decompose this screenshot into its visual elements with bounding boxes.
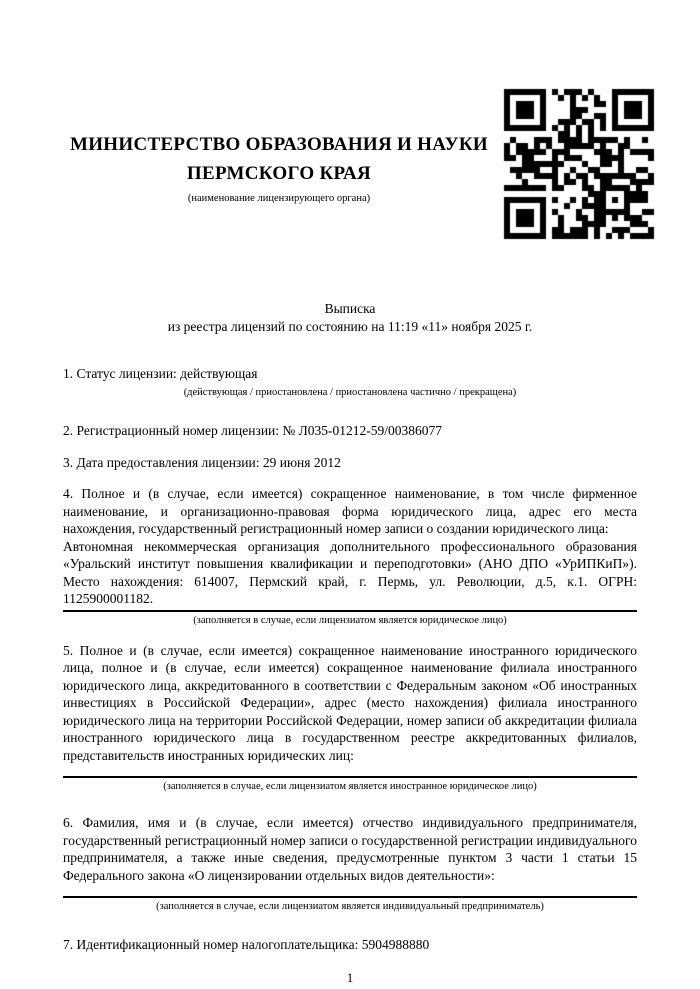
individual-entrepreneur-value (63, 884, 637, 894)
grant-date-line: 3. Дата предоставления лицензии: 29 июня 2012 (63, 455, 341, 470)
registration-number-section (63, 422, 637, 440)
individual-entrepreneur-caption: (заполняется в случае, если лицензиатом является индивидуальный предприниматель) (156, 901, 544, 912)
ministry-name-line2: ПЕРМСКОГО КРАЯ (186, 163, 372, 184)
licensing-authority-block (63, 130, 495, 204)
legal-entity-intro: 4. Полное и (в случае, если имеется) сокращенное наименование, в том числе фирменное наименование, и организационно-правовая форма юридического лица, адрес его места нахождения, государственный регистрационный номер записи о создании юридического лица: (63, 486, 637, 536)
foreign-entity-value (63, 764, 637, 774)
document-title (0, 300, 700, 336)
licensing-authority-caption: (наименование лицензирующего органа) (187, 193, 371, 204)
qr-code-image (501, 86, 657, 242)
ministry-name-line1: МИНИСТЕРСТВО ОБРАЗОВАНИЯ И НАУКИ (69, 134, 489, 155)
legal-entity-value: Автономная некоммерческая организация дополнительного профессионального образования «Уральский институт повышения квалификации и переподготовки» (АНО ДПО «УрИПКиП»). Место нахождения: 614007, Пермский край, г. Пермь, ул. Революции, д.5, к.1. ОГРН: 1125900001182. (63, 538, 637, 606)
individual-entrepreneur-section (63, 814, 637, 914)
taxpayer-id-line: 7. Идентификационный номер налогоплательщика: 5904988880 (63, 937, 430, 952)
legal-entity-section (63, 485, 637, 628)
foreign-entity-section (63, 642, 637, 795)
legal-entity-caption: (заполняется в случае, если лицензиатом является юридическое лицо) (193, 614, 507, 626)
license-status-section (63, 365, 637, 400)
license-status-options-caption: (действующая / приостановлена / приостановлена частично / прекращена) (183, 387, 517, 398)
document-header (0, 0, 700, 250)
document-title-line2: из реестра лицензий по состоянию на 11:19 «11» ноября 2025 г. (167, 319, 533, 334)
foreign-entity-caption: (заполняется в случае, если лицензиатом является иностранное юридическое лицо) (163, 781, 537, 792)
separator-rule (63, 610, 637, 612)
taxpayer-id-section (63, 936, 637, 954)
foreign-entity-intro: 5. Полное и (в случае, если имеется) сокращенное наименование иностранного юридического лица, полное и (в случае, если имеется) сокращенное наименование филиала иностранного юридического лица, аккредитованного в соответствии с Федеральным законом «Об иностранных инвестициях в Российской Федерации», адрес (место нахождения) филиала иностранного юридического лица на территории Российской Федерации, номер записи об аккредитации филиала иностранного юридического лица в государственном реестре аккредитованных филиалов, представительств иностранных юридических лиц: (63, 642, 637, 763)
license-status-line: 1. Статус лицензии: действующая (63, 366, 258, 381)
separator-rule (63, 776, 637, 778)
grant-date-section (63, 454, 637, 472)
registration-number-line: 2. Регистрационный номер лицензии: № Л035-01212-59/00386077 (63, 423, 443, 438)
page-number: 1 (346, 970, 354, 985)
document-title-line1: Выписка (324, 301, 376, 316)
separator-rule (63, 896, 637, 898)
document-body (0, 365, 700, 986)
individual-entrepreneur-intro: 6. Фамилия, имя и (в случае, если имеется) отчество индивидуального предпринимателя, государственный регистрационный номер записи о государственной регистрации индивидуального предпринимателя, а также иные сведения, предусмотренные пунктом 3 части 1 статьи 15 Федерального закона «О лицензировании отдельных видов деятельности»: (63, 815, 637, 883)
